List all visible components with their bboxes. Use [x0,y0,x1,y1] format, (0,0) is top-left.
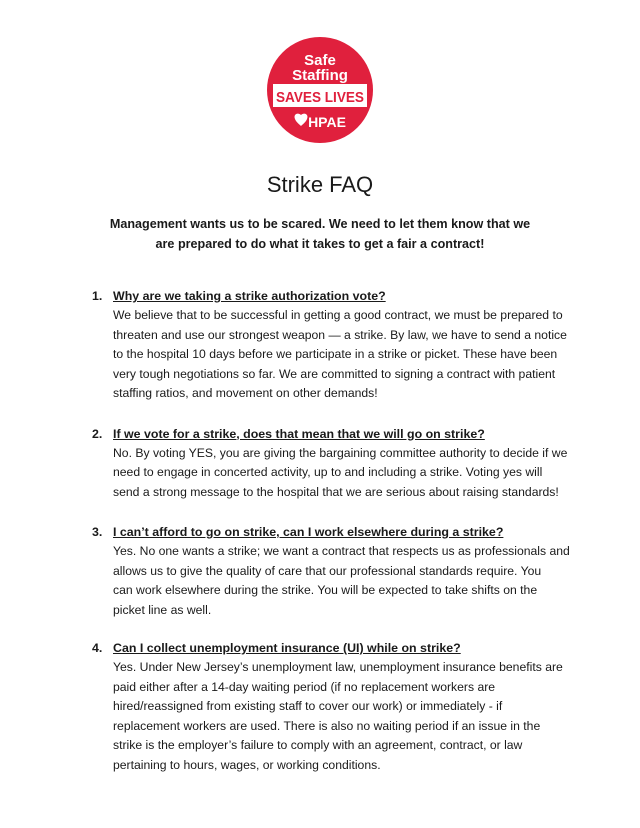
faq-item [92,286,592,404]
faq-answer-line: to the hospital 10 days before we participate in a strike or picket. These have been [113,347,558,361]
faq-number: 2. [92,426,103,441]
safe-staffing-logo [267,37,373,143]
faq-answer [113,658,592,775]
faq-answer [113,306,592,404]
faq-item [92,424,592,503]
intro-paragraph: Management wants us to be scared. We need to let them know that we are prepared to do what it takes to get a fair a contract! [109,217,531,251]
faq-answer-line: need to engage in concerted activity, up to and including a strike. Voting yes will [113,465,543,479]
faq-answer-line: send a strong message to the hospital that we are serious about raising standards! [113,484,559,499]
faq-number: 4. [92,641,103,655]
logo-text-saves-lives: SAVES LIVES [276,89,364,106]
faq-question: Can I collect unemployment insurance (UI) while on strike? [113,641,461,655]
faq-answer-line: can work elsewhere during the strike. You will be expected to take shifts on the [113,583,538,597]
faq-answer-line: pertaining to hours, wages, or working conditions. [113,757,381,772]
faq-answer-line: paid either after a 14-day waiting period (if no replacement workers are [113,679,496,694]
faq-answer-line: Yes. No one wants a strike; we want a contract that respects us as professionals and [113,544,570,558]
logo-text-hpae: HPAE [308,114,346,130]
faq-item [92,522,592,620]
faq-answer-line: Yes. Under New Jersey’s unemployment law, unemployment insurance benefits are [113,660,563,674]
logo-text-staffing: Staffing [292,67,348,84]
faq-answer [113,542,592,620]
faq-question: I can’t afford to go on strike, can I work elsewhere during a strike? [113,525,504,539]
faq-answer-line: strike is the employer’s failure to comply with an agreement, contract, or law [113,738,523,752]
faq-answer-line: threaten and use our strongest weapon — a strike. By law, we have to send a notice [113,327,567,342]
faq-answer-line: staffing ratios, and movement on other demands! [113,386,378,400]
faq-answer-line: hired/reassigned from existing staff to cover our work) or immediately - if [113,699,503,713]
faq-answer-line: We believe that to be successful in getting a good contract, we must be prepared to [113,308,563,322]
faq-item [92,638,592,775]
logo-text-safe: Safe [304,52,336,69]
faq-answer-line: picket line as well. [113,602,212,617]
faq-answer-line: very tough negotiations so far. We are committed to signing a contract with patient [113,366,556,381]
faq-answer-line: No. By voting YES, you are giving the bargaining committee authority to decide if we [113,445,568,460]
faq-answer-line: replacement workers are used. There is also no waiting period if an issue in the [113,718,541,733]
faq-question: Why are we taking a strike authorization vote? [113,289,386,303]
faq-number: 3. [92,525,103,539]
faq-answer-line: allows us to give the quality of care that our professional standards require. You [113,563,542,578]
faq-list [92,286,592,795]
faq-answer [113,444,592,503]
page-title: Strike FAQ [266,172,374,197]
faq-question: If we vote for a strike, does that mean that we will go on strike? [113,426,485,441]
faq-number: 1. [92,289,103,303]
